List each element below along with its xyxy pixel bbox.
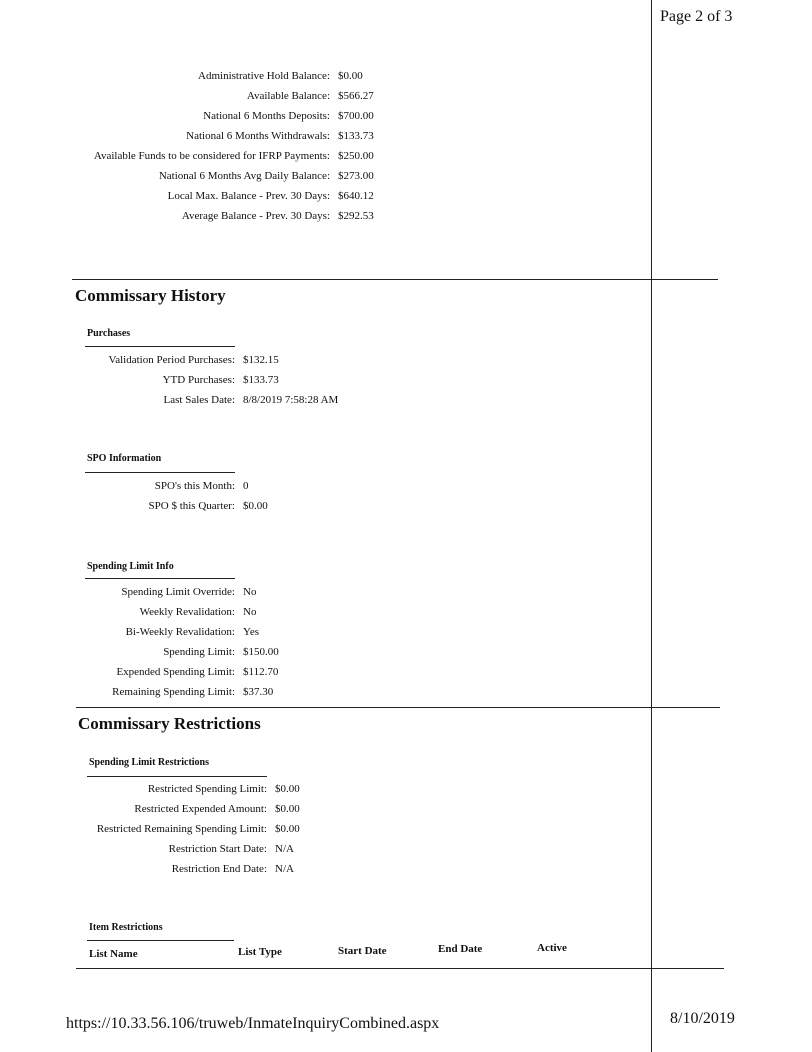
column-header-active: Active xyxy=(537,942,567,954)
subsection-title-spending-limit-restrictions: Spending Limit Restrictions xyxy=(89,757,210,768)
balance-value: $250.00 xyxy=(338,150,374,162)
kv-row xyxy=(85,642,279,662)
subsection-rule xyxy=(85,346,235,347)
kv-value: $132.15 xyxy=(243,354,279,366)
balance-label: Available Funds to be considered for IFRP Payments: xyxy=(93,150,330,162)
kv-value: No xyxy=(243,606,257,618)
footer-date: 8/10/2019 xyxy=(670,1010,735,1027)
balance-row xyxy=(80,206,374,226)
balance-summary xyxy=(80,66,374,226)
kv-value: 0 xyxy=(243,480,249,492)
kv-label: Restricted Spending Limit: xyxy=(147,783,267,795)
kv-value: $0.00 xyxy=(275,823,300,835)
spo-list xyxy=(85,476,268,516)
kv-label: Weekly Revalidation: xyxy=(139,606,235,618)
balance-value: $292.53 xyxy=(338,210,374,222)
section-rule xyxy=(76,707,720,708)
kv-row xyxy=(85,496,268,516)
kv-label: Spending Limit: xyxy=(163,646,235,658)
balance-row xyxy=(80,186,374,206)
kv-value: 8/8/2019 7:58:28 AM xyxy=(243,394,339,406)
kv-row xyxy=(85,350,338,370)
balance-value: $700.00 xyxy=(338,110,374,122)
kv-label: Expended Spending Limit: xyxy=(116,666,235,678)
balance-value: $273.00 xyxy=(338,170,374,182)
column-header-start-date: Start Date xyxy=(338,945,387,957)
section-title-commissary-restrictions: Commissary Restrictions xyxy=(78,714,261,733)
kv-label: Last Sales Date: xyxy=(163,394,235,406)
kv-value: $0.00 xyxy=(243,500,268,512)
subsection-rule xyxy=(85,578,235,579)
subsection-title-purchases: Purchases xyxy=(87,328,131,339)
kv-row xyxy=(85,582,279,602)
subsection-rule xyxy=(87,940,234,941)
subsection-title-spo: SPO Information xyxy=(87,453,162,464)
balance-row xyxy=(80,66,374,86)
balance-label: National 6 Months Withdrawals: xyxy=(186,130,330,142)
balance-row xyxy=(80,86,374,106)
kv-row xyxy=(85,622,279,642)
balance-label: Available Balance: xyxy=(246,90,330,102)
kv-value: $37.30 xyxy=(243,686,274,698)
kv-label: Remaining Spending Limit: xyxy=(112,686,235,698)
subsection-title-item-restrictions: Item Restrictions xyxy=(89,922,163,933)
balance-label: Local Max. Balance - Prev. 30 Days: xyxy=(167,190,330,202)
balance-value: $0.00 xyxy=(338,70,363,82)
kv-row xyxy=(87,819,300,839)
kv-label: Bi-Weekly Revalidation: xyxy=(125,626,235,638)
kv-row xyxy=(85,390,338,410)
kv-value: N/A xyxy=(275,843,294,855)
kv-label: Restriction End Date: xyxy=(171,863,267,875)
kv-label: Validation Period Purchases: xyxy=(108,354,235,366)
column-header-end-date: End Date xyxy=(438,943,483,955)
kv-value: Yes xyxy=(243,626,260,638)
kv-label: Restricted Expended Amount: xyxy=(134,803,267,815)
balance-label: National 6 Months Deposits: xyxy=(203,110,330,122)
kv-label: Spending Limit Override: xyxy=(121,586,235,598)
balance-value: $133.73 xyxy=(338,130,374,142)
kv-label: SPO's this Month: xyxy=(154,480,235,492)
kv-value: $0.00 xyxy=(275,803,300,815)
balance-row xyxy=(80,146,374,166)
column-header-list-name: List Name xyxy=(89,948,138,960)
kv-row xyxy=(87,799,300,819)
spending-limit-restrictions-list xyxy=(87,779,300,879)
purchases-list xyxy=(85,350,338,410)
subsection-rule xyxy=(85,472,235,473)
kv-label: Restricted Remaining Spending Limit: xyxy=(96,823,267,835)
page-number: Page 2 of 3 xyxy=(660,8,733,25)
balance-label: National 6 Months Avg Daily Balance: xyxy=(158,170,330,182)
footer-url: https://10.33.56.106/truweb/InmateInquiryCombined.aspx xyxy=(66,1015,440,1032)
balance-value: $566.27 xyxy=(338,90,374,102)
kv-row xyxy=(87,859,300,879)
kv-label: SPO $ this Quarter: xyxy=(148,500,235,512)
column-header-list-type: List Type xyxy=(238,946,282,958)
section-rule xyxy=(72,279,718,280)
kv-value: N/A xyxy=(275,863,294,875)
balance-label: Administrative Hold Balance: xyxy=(198,70,330,82)
table-rule xyxy=(76,968,724,969)
kv-row xyxy=(87,779,300,799)
kv-row xyxy=(85,476,268,496)
kv-label: YTD Purchases: xyxy=(162,374,235,386)
kv-row xyxy=(85,602,279,622)
page-divider-vertical xyxy=(651,0,652,1052)
kv-row xyxy=(85,662,279,682)
kv-row xyxy=(85,682,279,702)
section-title-commissary-history: Commissary History xyxy=(75,286,226,305)
subsection-rule xyxy=(87,776,267,777)
balance-value: $640.12 xyxy=(338,190,374,202)
balance-row xyxy=(80,126,374,146)
kv-label: Restriction Start Date: xyxy=(168,843,267,855)
subsection-title-spending-limit: Spending Limit Info xyxy=(87,561,174,572)
kv-value: $112.70 xyxy=(243,666,279,678)
kv-row xyxy=(85,370,338,390)
kv-value: $133.73 xyxy=(243,374,279,386)
kv-value: No xyxy=(243,586,257,598)
balance-row xyxy=(80,106,374,126)
spending-limit-list xyxy=(85,582,279,702)
kv-row xyxy=(87,839,300,859)
balance-row xyxy=(80,166,374,186)
kv-value: $0.00 xyxy=(275,783,300,795)
balance-label: Average Balance - Prev. 30 Days: xyxy=(181,210,330,222)
kv-value: $150.00 xyxy=(243,646,279,658)
